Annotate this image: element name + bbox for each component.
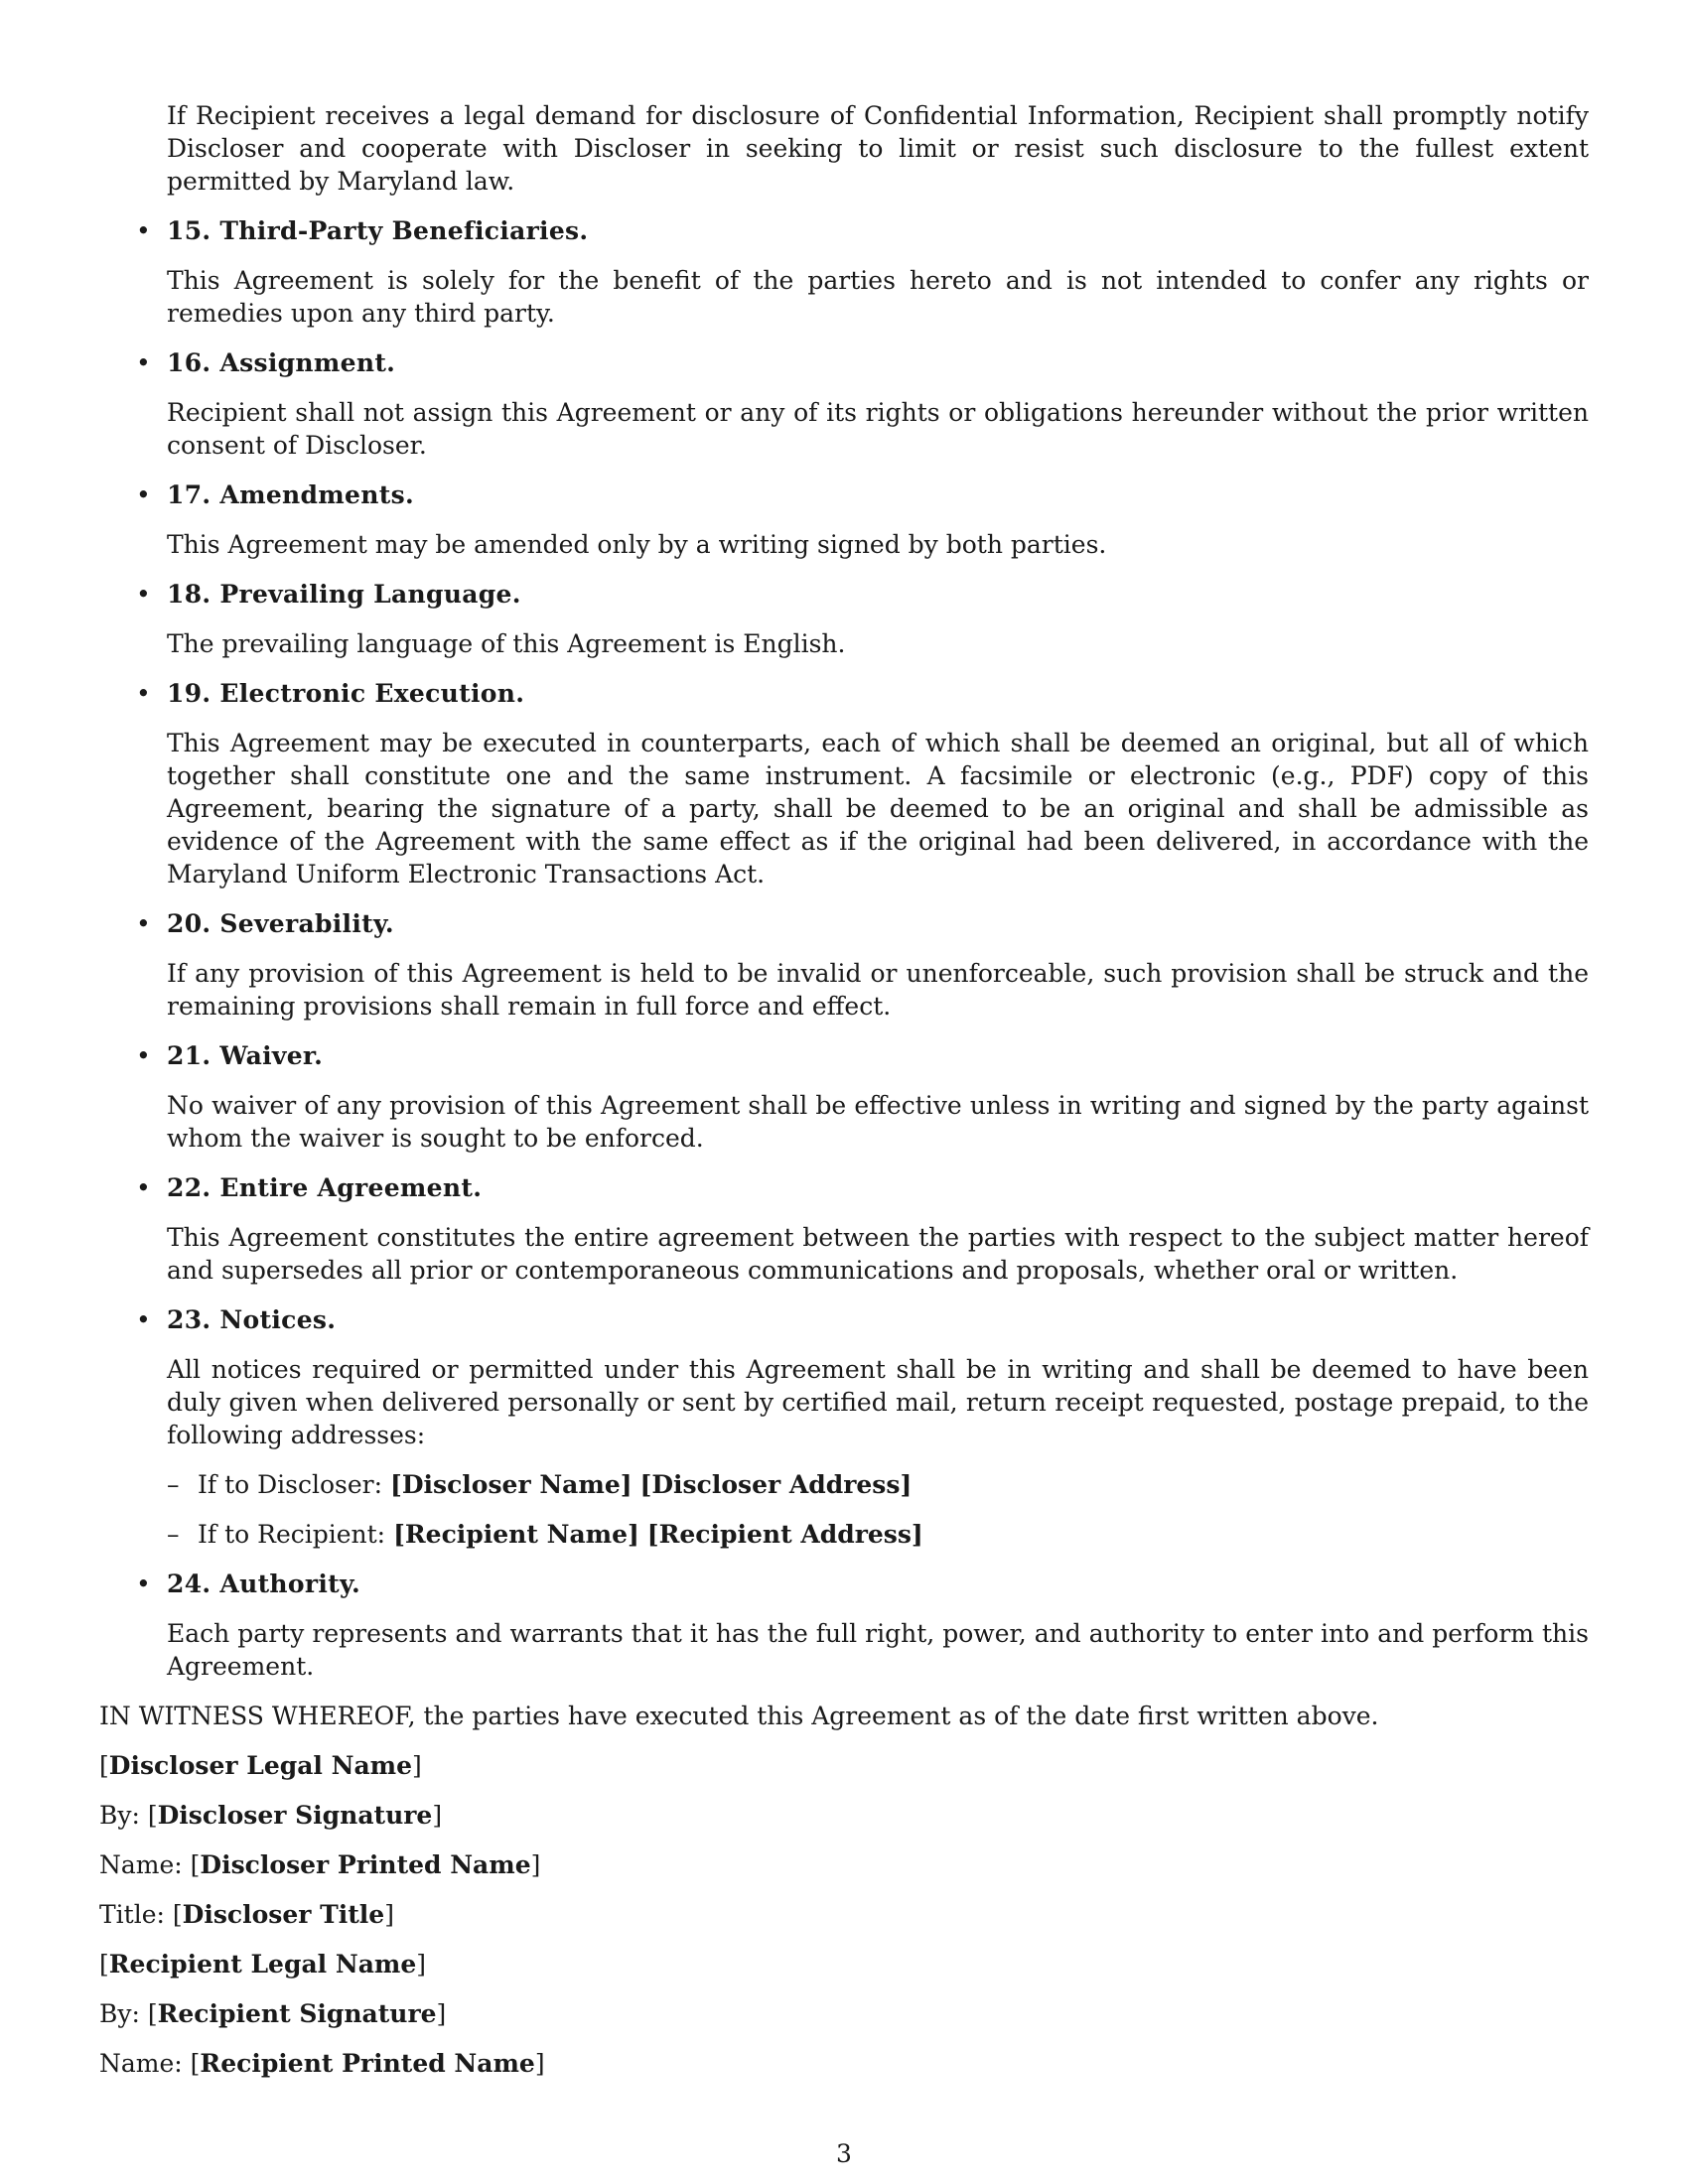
section-title: 17. Amendments. <box>167 480 414 509</box>
bullet-icon: • <box>136 1570 152 1598</box>
notice-prefix: If to Discloser: <box>198 1470 383 1499</box>
notice-prefix: If to Recipient: <box>198 1520 386 1549</box>
intro-continuation: If Recipient receives a legal demand for disclosure of Confidential Information, Recipient shall promptly notify Discloser and cooperate with Discloser in seeking to limit or resist such disclosure to the fullest extent permitted by Maryland law. <box>167 101 1589 196</box>
section-entire-agreement <box>99 1171 1589 1287</box>
recipient-by-line: By: [Recipient Signature] <box>99 1999 447 2028</box>
section-severability <box>99 907 1589 1023</box>
section-title: 16. Assignment. <box>167 348 396 377</box>
section-prevailing-language <box>99 578 1589 660</box>
recipient-legal-name: [Recipient Legal Name] <box>99 1950 427 1979</box>
dash-icon: – <box>167 1470 180 1499</box>
section-body: No waiver of any provision of this Agreement shall be effective unless in writing and signed by the party against whom the waiver is sought to be enforced. <box>167 1091 1589 1153</box>
section-body: This Agreement is solely for the benefit of the parties hereto and is not intended to confer any rights or remedies upon any third party. <box>167 266 1589 328</box>
bullet-icon: • <box>136 1305 152 1334</box>
section-title: 15. Third-Party Beneficiaries. <box>167 216 589 245</box>
section-body: If any provision of this Agreement is held to be invalid or unenforceable, such provision shall be struck and the remaining provisions shall remain in full force and effect. <box>167 959 1589 1021</box>
section-electronic-execution <box>99 677 1589 890</box>
section-title: 19. Electronic Execution. <box>167 679 525 708</box>
notice-discloser <box>167 1468 1589 1501</box>
section-assignment <box>99 346 1589 462</box>
section-body: This Agreement may be amended only by a writing signed by both parties. <box>167 530 1107 559</box>
notice-address: [Recipient Address] <box>646 1520 923 1549</box>
recipient-name-line: Name: [Recipient Printed Name] <box>99 2049 545 2078</box>
section-title: 20. Severability. <box>167 909 394 938</box>
dash-icon: – <box>167 1520 180 1549</box>
section-title: 22. Entire Agreement. <box>167 1173 483 1202</box>
notice-address-list <box>167 1468 1589 1551</box>
section-title: 23. Notices. <box>167 1305 337 1334</box>
notice-address: [Discloser Address] <box>639 1470 913 1499</box>
section-third-party-beneficiaries <box>99 214 1589 330</box>
discloser-title-line: Title: [Discloser Title] <box>99 1900 394 1929</box>
page-number: 3 <box>836 2139 852 2168</box>
bullet-icon: • <box>136 580 152 609</box>
section-body: Each party represents and warrants that it has the full right, power, and authority to enter into and perform this Agreement. <box>167 1619 1589 1681</box>
section-notices <box>99 1303 1589 1551</box>
section-body: All notices required or permitted under this Agreement shall be in writing and shall be deemed to have been duly given when delivered personally or sent by certified mail, return receipt requested, postage prepaid, to the following addresses: <box>167 1355 1589 1449</box>
notice-name: [Discloser Name] <box>390 1470 633 1499</box>
notice-recipient <box>167 1518 1589 1551</box>
section-body: This Agreement constitutes the entire agreement between the parties with respect to the subject matter hereof and supersedes all prior or contemporaneous communications and proposals, whether oral or written. <box>167 1223 1589 1285</box>
discloser-name-line: Name: [Discloser Printed Name] <box>99 1850 541 1879</box>
section-authority <box>99 1568 1589 1683</box>
witness-statement: IN WITNESS WHEREOF, the parties have executed this Agreement as of the date first written above. <box>99 1702 1379 1730</box>
notice-name: [Recipient Name] <box>393 1520 639 1549</box>
section-title: 24. Authority. <box>167 1570 360 1598</box>
bullet-icon: • <box>136 909 152 938</box>
bullet-icon: • <box>136 480 152 509</box>
section-title: 21. Waiver. <box>167 1041 324 1070</box>
discloser-by-line: By: [Discloser Signature] <box>99 1801 443 1830</box>
discloser-legal-name: [Discloser Legal Name] <box>99 1751 422 1780</box>
bullet-icon: • <box>136 348 152 377</box>
section-title: 18. Prevailing Language. <box>167 580 521 609</box>
bullet-icon: • <box>136 1041 152 1070</box>
page-content <box>99 99 1589 2097</box>
section-body: The prevailing language of this Agreement is English. <box>167 629 846 658</box>
section-waiver <box>99 1039 1589 1155</box>
section-body: Recipient shall not assign this Agreement or any of its rights or obligations hereunder without the prior written consent of Discloser. <box>167 398 1589 460</box>
section-body: This Agreement may be executed in counterparts, each of which shall be deemed an original, but all of which together shall constitute one and the same instrument. A facsimile or electronic (e.g., PDF) copy of this Agreement, bearing the signature of a party, shall be deemed to be an original and shall be admissible as evidence of the Agreement with the same effect as if the original had been delivered, in accordance with the Maryland Uniform Electronic Transactions Act. <box>167 729 1589 888</box>
section-amendments <box>99 478 1589 561</box>
bullet-icon: • <box>136 1173 152 1202</box>
bullet-icon: • <box>136 216 152 245</box>
bullet-icon: • <box>136 679 152 708</box>
